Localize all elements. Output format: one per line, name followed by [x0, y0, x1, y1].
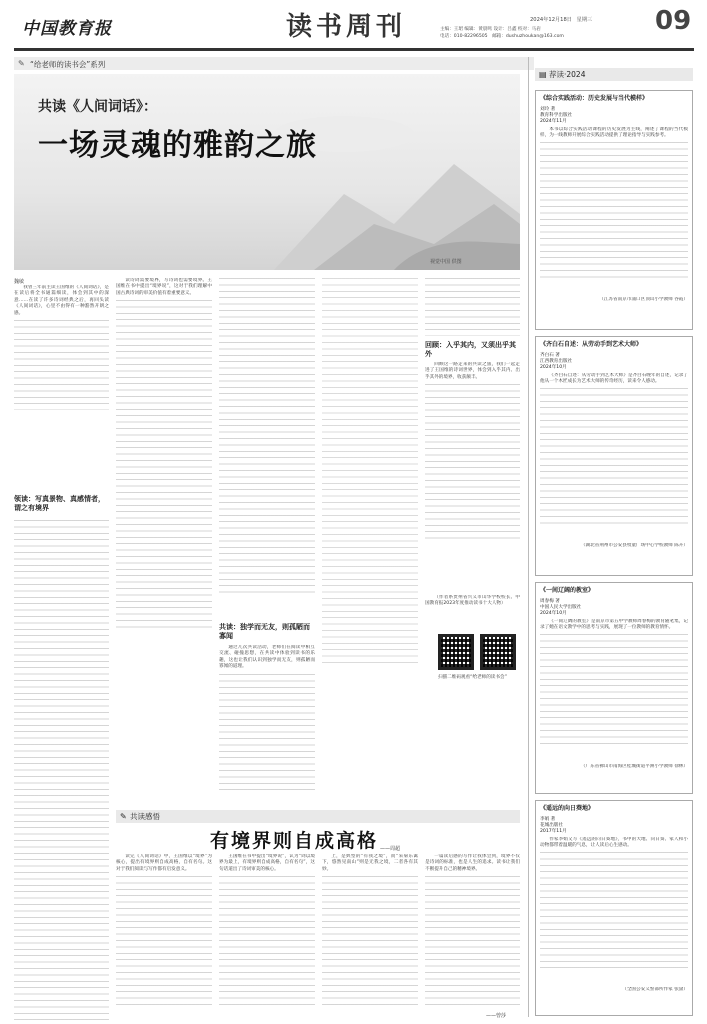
photo-credit: 视觉中国 供图: [430, 259, 462, 265]
article-3-text: 《一间辽阔的教室》是南京市第五中学教师周春梅的教育随笔集，记录了她在语文教学中的思考与实践，展现了一位教师的教育情怀。: [540, 619, 688, 631]
sidebar-article-4: [535, 800, 693, 1016]
sidebar-article-2: [535, 336, 693, 576]
sidebar-article-3: [535, 582, 693, 794]
article-4-title: 《遥远的向日葵地》: [540, 805, 595, 812]
feature-col-5-text: 回顾这一路走来的共读之旅，我们一起走进了王国维的诗词世界，体会到入乎其内、出乎其外的境界，收获颇丰。: [425, 362, 520, 380]
filler-text-lines: [219, 278, 315, 598]
article-3-publisher: 中国人民大学出版社: [540, 605, 582, 610]
book-icon: ▤: [539, 70, 547, 79]
bottom-byline-2: ——曾莎: [486, 1013, 507, 1019]
article-4-author: 李娟 著: [540, 817, 556, 822]
article-1-date: 2024年11月: [540, 119, 567, 124]
sub1-title: 领读：写真景物、真感情者，谓之有境界: [14, 494, 105, 512]
col1-lines: [14, 520, 109, 1020]
bottom-col-1: [116, 854, 212, 1019]
article-4-body: [540, 837, 688, 987]
sub3-title: 回顾：入乎其内，又须出乎其外: [425, 340, 516, 358]
pen-icon: ✎: [120, 812, 127, 821]
bottom-col-3-text: 上，是典型的“有我之境”，而“采菊东篱下，悠然见南山”则是无我之境，二者各有其妙。: [322, 854, 418, 872]
series-tag: [14, 57, 534, 70]
phone: 电话：010-82296505: [440, 34, 488, 39]
bottom-section-label: 共读感悟: [130, 812, 160, 821]
bottom-col-2-text: 王国维在书中提出“境界说”，认为“词以境界为最上，有境界则自成高格，自有名句”，这句话道出了诗词审美的核心。: [219, 854, 315, 872]
article-2-text: 《齐白石自述：从劳动手到艺术大师》是齐白石晚年的自述，记录了他从一个木匠成长为艺术大师的传奇经历，读来令人感动。: [540, 373, 688, 385]
article-4-text: 作家李娟又写《遥远的向日葵地》，书中的大地、向日葵、家人和小动物都带着温暖的气息，让人读后心生感动。: [540, 837, 688, 849]
filler-text-lines: [540, 852, 688, 970]
feature-col-3: [219, 278, 315, 618]
contact: [440, 33, 564, 39]
pen-icon: ✎: [18, 59, 25, 68]
bottom-col-4-text: 一篇读后感的写作让我体会到，境界不仅是诗词的标准，也是人生的追求。读书让我们不断提升自己的精神境界。: [425, 854, 520, 872]
article-3-byline: （广东省佛山市南海区桂城街道平洲小学教师 徐林）: [580, 764, 688, 769]
bottom-col-4: [425, 854, 520, 1019]
feature-col-4: [322, 278, 418, 674]
sidebar-section-tag: [535, 68, 693, 81]
sidebar-section-label: 荐读·2024: [549, 70, 586, 79]
article-4-publisher: 花城出版社: [540, 823, 563, 828]
feature-col-5: [425, 278, 520, 336]
sub2-title: 共读：独学而无友，则孤陋而寡闻: [219, 622, 310, 640]
author-note: （作者系贵州省兴义市山华学校校长、中国教育报2023年度推动读书十大人物）: [425, 595, 520, 607]
article-3-title: 《一间辽阔的教室》: [540, 587, 595, 594]
feature-col-1-text: 我曾三年前主读王国维的《人间词话》，是在读后将全书通篇细读，体会到其中的深意……在读了许多诗词经典之后，再回头读《人间词话》，心里不由得有一种豁然开朗之感。: [14, 285, 109, 316]
article-1-body: [540, 127, 688, 297]
filler-text-lines: [425, 384, 520, 544]
feature-col-3b: [219, 645, 315, 805]
filler-text-lines: [116, 876, 212, 1006]
editors: 主编：王珺 编辑：黄晨鸣 设计：吕鑫 校对：马岩: [440, 27, 541, 32]
sidebar-article-1: [535, 90, 693, 330]
bottom-col-2: [219, 854, 315, 1019]
feature-kicker: 共读《人间词话》：: [38, 99, 157, 115]
filler-text-lines: [425, 278, 520, 336]
filler-text-lines: [322, 278, 418, 668]
feature-headline: 一场灵魂的雅韵之旅: [38, 128, 317, 163]
article-1-publisher: 教育科学出版社: [540, 113, 573, 118]
paper-name: 中国教育报: [22, 19, 112, 39]
feature-col-5b: [425, 362, 520, 587]
filler-text-lines: [540, 634, 688, 749]
section-title: 读书周刊: [286, 12, 407, 42]
date: 2024年12月18日: [530, 17, 572, 23]
article-2-body: [540, 373, 688, 543]
filler-text-lines: [425, 876, 520, 1006]
article-1-byline: （江苏省南京市浦口区顶山小学教师 谷霞）: [599, 297, 688, 302]
feature-byline: 魏敏: [14, 279, 25, 285]
article-1-author: 刘玲 著: [540, 107, 556, 112]
filler-text-lines: [219, 674, 315, 794]
filler-text-lines: [219, 876, 315, 1006]
article-3-author: 周春梅 著: [540, 599, 560, 604]
email: 邮箱：dushuzhoukan@163.com: [492, 34, 564, 39]
article-2-title: 《齐白石自述：从劳动手到艺术大师》: [540, 341, 643, 348]
bottom-col-3: [322, 854, 418, 1019]
filler-text-lines: [322, 876, 418, 1006]
masthead-rule: [14, 48, 694, 51]
masthead: [0, 0, 707, 50]
article-4-byline: （全国公安义警部所作家 张黛）: [622, 987, 688, 992]
sidebar-divider: [528, 57, 529, 1017]
weekday: 星期三: [576, 17, 593, 23]
qr-caption: 扫描二维码观看“给老师的读书会”: [437, 675, 508, 680]
article-2-byline: （湖北省荆州市公安县牧童广场中心学校教师 陈卉）: [580, 543, 688, 548]
feature-col-2: [116, 278, 212, 670]
filler-text-lines: [116, 300, 212, 630]
bottom-col-1-text: 读完《人间词话》中，王国维以“境界”为核心，提出有境界则自成高格，自有名句。这对于我们阅读与写作都有启发意义。: [116, 854, 212, 872]
article-1-title: 《综合实践活动：历史发展与当代模样》: [540, 95, 649, 102]
feature-col-2-text: 读诗词需要境界，写诗词也需要境界。王国维在书中提出“境界说”，这对于我们理解中国古典诗词的审美价值有着重要意义。: [116, 278, 212, 296]
filler-text-lines: [540, 388, 688, 528]
article-2-publisher: 江西教育出版社: [540, 359, 573, 364]
qr-code-left: [438, 634, 474, 670]
bottom-headline: 有境界则自成高格: [210, 830, 379, 852]
feature-col-3-text: 通过几次共读活动，老师们在阅读中相互交流、碰撞思想，在共读中体验到读书的乐趣，这也让我们认识到独学而无友，则孤陋而寡闻的道理。: [219, 645, 315, 670]
series-label: “给老师的读书会”系列: [30, 60, 106, 69]
page-number: 09: [655, 6, 692, 36]
article-4-date: 2017年11月: [540, 829, 567, 834]
bottom-section-tag: [116, 810, 520, 823]
article-3-date: 2024年10月: [540, 611, 567, 616]
filler-text-lines: [14, 320, 109, 410]
qr-code-right: [480, 634, 516, 670]
article-2-date: 2024年10月: [540, 365, 567, 370]
issue-date: [530, 16, 592, 23]
bottom-byline-1: ——周超: [380, 846, 401, 852]
article-3-body: [540, 619, 688, 764]
article-2-author: 齐白石 著: [540, 353, 560, 358]
article-1-text: 本书以综合实践活动课程的历史发展为主线，阐述了课程的当代模样，为一线教师开展综合实践活动提供了理论指导与实践参考。: [540, 127, 688, 139]
filler-text-lines: [540, 142, 688, 282]
